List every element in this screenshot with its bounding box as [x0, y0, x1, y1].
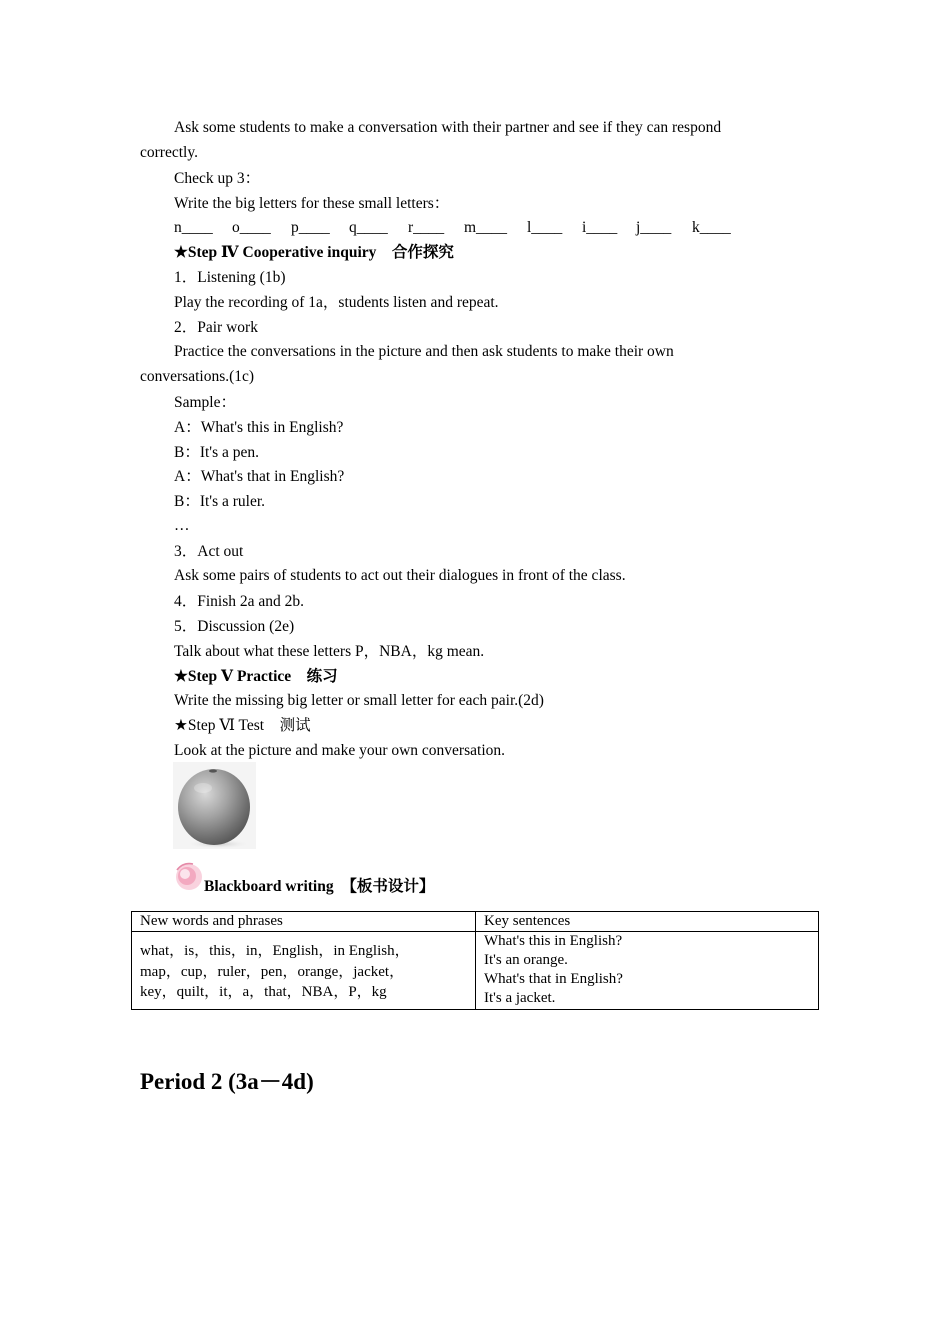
flower-icon	[173, 860, 205, 892]
listening-instruction: Play the recording of 1a，students listen and repeat.	[174, 294, 499, 311]
pairwork-instruction-1: Practice the conversations in the picture and then ask students to make their own	[174, 343, 674, 360]
step-4-heading: ★Step Ⅳ Cooperative inquiry 合作探究	[174, 244, 454, 261]
key-sentences-cell	[476, 932, 819, 1010]
dialogue-b2: B：It's a ruler.	[174, 493, 266, 510]
intro-line-1: Ask some students to make a conversation with their partner and see if they can respond	[174, 119, 722, 136]
word-line: what，is，this，in，English，in English，	[140, 943, 410, 959]
word-line: map，cup，ruler，pen，orange，jacket，	[140, 963, 405, 980]
step-5-heading: ★Step Ⅴ Practice 练习	[174, 668, 338, 685]
letter-blank: o____	[232, 219, 271, 236]
letter-blank: k____	[692, 219, 731, 236]
dialogue-a2: A：What's that in English?	[174, 468, 345, 485]
letter-blank: i____	[582, 219, 618, 236]
step-6-heading: ★Step Ⅵ Test 测试	[174, 717, 311, 734]
sentence-line: What's that in English?	[484, 971, 623, 987]
finish-line: 4．Finish 2a and 2b.	[174, 593, 305, 610]
intro-line-2: correctly.	[140, 144, 198, 161]
actout-instruction: Ask some pairs of students to act out their dialogues in front of the class.	[174, 567, 626, 584]
letter-blank: l____	[527, 219, 563, 236]
orange-photo	[173, 762, 256, 849]
discussion-instruction: Talk about what these letters P，NBA，kg mean.	[174, 643, 485, 660]
sentence-line: What's this in English?	[484, 933, 623, 949]
sentence-line: It's a jacket.	[484, 990, 556, 1006]
listening-heading: 1．Listening (1b)	[174, 269, 286, 286]
checkup-label: Check up 3：	[174, 170, 261, 187]
pairwork-instruction-2: conversations.(1c)	[140, 368, 255, 385]
table-row	[132, 932, 819, 1010]
sample-label: Sample：	[174, 394, 236, 411]
ellipsis: …	[174, 517, 190, 534]
discussion-heading: 5．Discussion (2e)	[174, 618, 295, 635]
practice-instruction: Write the missing big letter or small letter for each pair.(2d)	[174, 692, 544, 709]
dialogue-b1: B：It's a pen.	[174, 444, 260, 461]
letter-blank: r____	[408, 219, 445, 236]
header-key-sentences: Key sentences	[476, 912, 819, 932]
table-header-row	[132, 912, 819, 932]
checkup-instruction: Write the big letters for these small letters：	[174, 195, 450, 212]
pairwork-heading: 2．Pair work	[174, 319, 258, 336]
header-new-words: New words and phrases	[132, 912, 476, 932]
blackboard-title: Blackboard writing 【板书设计】	[204, 878, 435, 895]
letter-blank: m____	[464, 219, 508, 236]
period-title: Period 2 (3a－4d)	[140, 1069, 314, 1094]
test-instruction: Look at the picture and make your own conversation.	[174, 742, 505, 759]
sentence-line: It's an orange.	[484, 952, 568, 968]
word-line: key，quilt，it，a，that，NBA，P，kg	[140, 984, 387, 1000]
letter-blank: j____	[636, 219, 672, 236]
blackboard-table	[131, 911, 819, 1010]
dialogue-a1: A：What's this in English?	[174, 419, 344, 436]
letter-blank: p____	[291, 219, 330, 236]
new-words-cell	[132, 932, 476, 1010]
letter-blanks	[174, 218, 754, 238]
letter-blank: n____	[174, 219, 213, 236]
actout-heading: 3．Act out	[174, 543, 244, 560]
letter-blank: q____	[349, 219, 388, 236]
